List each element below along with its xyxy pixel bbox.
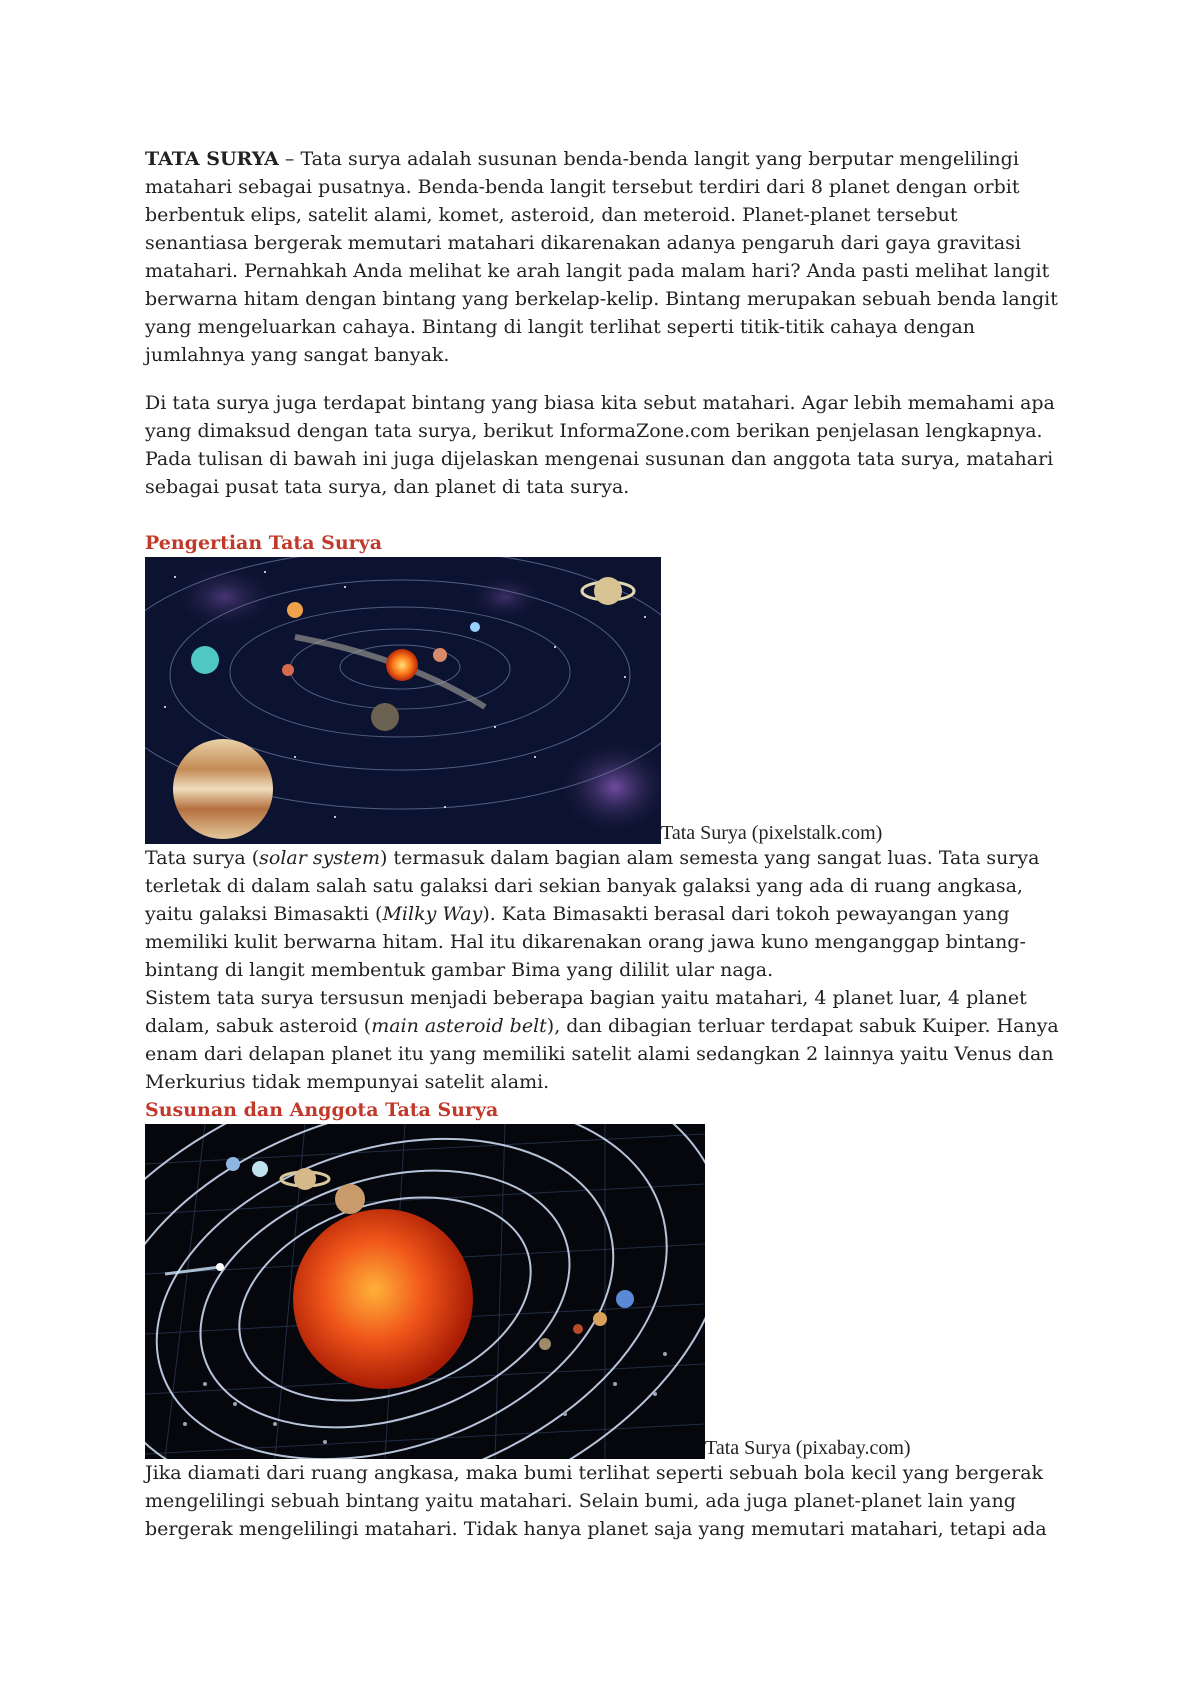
heading-susunan: Susunan dan Anggota Tata Surya — [145, 1099, 499, 1121]
structure-text-b: ), dan dibagian terluar terdapat sabuk Kuiper. Hanya enam dari delapan planet itu yang memiliki satelit alami sedangkan 2 lainnya yaitu Venus dan Merkurius tidak mempunyai satelit alami. — [145, 1015, 1059, 1093]
structure-italic: main asteroid belt — [371, 1015, 547, 1037]
figure-solar-system-2 — [145, 1124, 1065, 1459]
figure-solar-system-1 — [145, 557, 1065, 844]
definition-text-a: Tata surya ( — [145, 847, 260, 869]
structure-text-a: Sistem tata surya tersusun menjadi beberapa bagian yaitu matahari, 4 planet luar, 4 planet dalam, sabuk asteroid ( — [145, 987, 1027, 1037]
heading-pengertian: Pengertian Tata Surya — [145, 532, 383, 554]
intro-text: – Tata surya adalah susunan benda-benda langit yang berputar mengelilingi matahari sebagai pusatnya. Benda-benda langit tersebut terdiri dari 8 planet dengan orbit berbentuk elips, satelit alami, komet, asteroid, dan meteroid. Planet-planet tersebut senantiasa bergerak memutari matahari dikarenakan adanya pengaruh dari gaya gravitasi matahari. Pernahkah Anda melihat ke arah langit pada malam hari? Anda pasti melihat langit berwarna hitam dengan bintang yang berkelap-kelip. Bintang merupakan sebuah benda langit yang mengeluarkan cahaya. Bintang di langit terlihat seperti titik-titik cahaya dengan jumlahnya yang sangat banyak. — [145, 148, 1058, 366]
definition-text-b: ) termasuk dalam bagian alam semesta yang sangat luas. Tata surya terletak di dalam salah satu galaksi dari sekian banyak galaksi yang ada di ruang angkasa, yaitu galaksi Bimasakti ( — [145, 847, 1040, 925]
intro-paragraph — [145, 145, 1065, 369]
document-body — [145, 145, 1065, 1543]
definition-italic-1: solar system — [259, 847, 380, 869]
structure-paragraph — [145, 984, 1065, 1096]
second-paragraph: Di tata surya juga terdapat bintang yang biasa kita sebut matahari. Agar lebih memahami apa yang dimaksud dengan tata surya, berikut InformaZone.com berikan penjelasan lengkapnya. Pada tulisan di bawah ini juga dijelaskan mengenai susunan dan anggota tata surya, matahari sebagai pusat tata surya, dan planet di tata surya. — [145, 392, 1055, 498]
caption-image-1: Tata Surya (pixelstalk.com) — [661, 822, 883, 844]
caption-image-2: Tata Surya (pixabay.com) — [705, 1437, 911, 1459]
definition-text-c: ). Kata Bimasakti berasal dari tokoh pewayangan yang memiliki kulit berwarna hitam. Hal itu dikarenakan orang jawa kuno menganggap bintang-bintang di langit membentuk gambar Bima yang dililit ular naga. — [145, 903, 1026, 981]
intro-lead: TATA SURYA — [145, 148, 279, 170]
solar-system-image-1 — [145, 557, 661, 844]
definition-paragraph — [145, 844, 1065, 984]
closing-paragraph: Jika diamati dari ruang angkasa, maka bumi terlihat seperti sebuah bola kecil yang bergerak mengelilingi sebuah bintang yaitu matahari. Selain bumi, ada juga planet-planet lain yang bergerak mengelilingi matahari. Tidak hanya planet saja yang memutari matahari, tetapi ada — [145, 1462, 1047, 1540]
definition-italic-2: Milky Way — [382, 903, 483, 925]
solar-system-image-2 — [145, 1124, 705, 1459]
